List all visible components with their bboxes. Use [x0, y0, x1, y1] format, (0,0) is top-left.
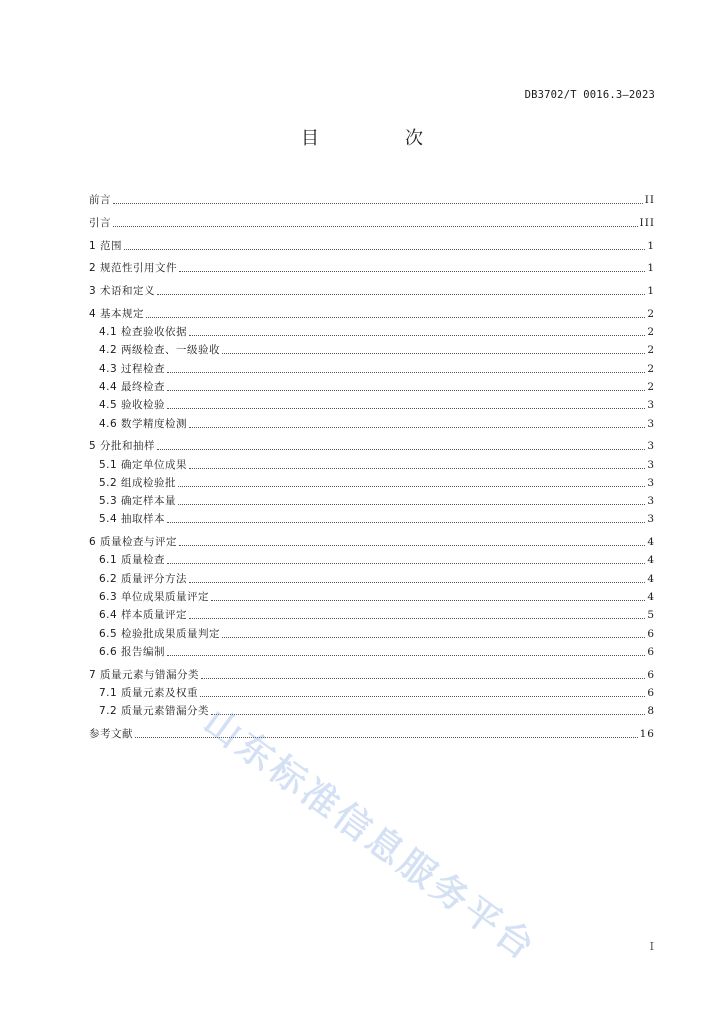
toc-entry-label: 6.4 样本质量评定 [99, 609, 188, 622]
toc-entry-page: 2 [647, 362, 655, 375]
toc-entry-label: 4.1 检查验收依据 [99, 326, 188, 339]
toc-entry[interactable] [89, 490, 655, 508]
toc-dot-leader [189, 334, 645, 336]
toc-entry-page: 2 [647, 380, 655, 393]
toc-dot-leader [167, 562, 645, 564]
toc-dot-leader [167, 389, 645, 391]
toc-entry-label: 5.2 组成检验批 [99, 476, 177, 489]
toc-entry-page: 8 [647, 705, 655, 718]
toc-entry-label: 5 分批和抽样 [89, 440, 156, 453]
toc-entry[interactable] [89, 394, 655, 412]
toc-entry-page: 16 [639, 727, 655, 740]
toc-entry-page: 3 [647, 440, 655, 453]
toc-entry-page: 4 [647, 554, 655, 567]
toc-dot-leader [222, 636, 645, 638]
toc-entry[interactable] [89, 531, 655, 549]
toc-entry-page: 3 [647, 458, 655, 471]
toc-dot-leader [200, 695, 645, 697]
toc-entry[interactable] [89, 723, 655, 741]
toc-entry[interactable] [89, 376, 655, 394]
toc-dot-leader [167, 654, 645, 656]
toc-entry[interactable] [89, 663, 655, 681]
toc-entry[interactable] [89, 549, 655, 567]
toc-dot-leader [189, 617, 645, 619]
toc-dot-leader [167, 371, 645, 373]
toc-entry-label: 7 质量元素与错漏分类 [89, 668, 200, 681]
toc-entry-page: 1 [647, 239, 655, 252]
toc-entry-label: 7.1 质量元素及权重 [99, 686, 199, 699]
toc-dot-leader [167, 407, 645, 409]
toc-entry-page: 4 [647, 590, 655, 603]
toc-entry-page: 6 [647, 645, 655, 658]
toc-dot-leader [179, 270, 645, 272]
page-title: 目 次 [301, 128, 457, 149]
toc-entry-page: 3 [647, 476, 655, 489]
toc-entry[interactable] [89, 339, 655, 357]
toc-dot-leader [211, 599, 645, 601]
toc-entry[interactable] [89, 412, 655, 430]
page-number: I [649, 940, 654, 953]
watermark: 山东标准信息服务平台 [196, 701, 544, 970]
toc-entry-page: 2 [647, 344, 655, 357]
toc-entry-label: 前言 [89, 194, 111, 207]
toc-entry-page: 5 [647, 609, 655, 622]
toc-entry-page: 4 [647, 572, 655, 585]
toc-entry[interactable] [89, 302, 655, 320]
toc-entry-label: 7.2 质量元素错漏分类 [99, 705, 210, 718]
toc-entry[interactable] [89, 435, 655, 453]
toc-entry[interactable] [89, 357, 655, 375]
toc-dot-leader [179, 544, 645, 546]
toc-dot-leader [201, 677, 645, 679]
toc-entry-label: 引言 [89, 216, 111, 229]
toc-entry[interactable] [89, 682, 655, 700]
toc-entry-page: 3 [647, 495, 655, 508]
toc-entry-page: 4 [647, 536, 655, 549]
toc-entry[interactable] [89, 508, 655, 526]
toc-entry-page: III [639, 216, 655, 229]
toc-entry-label: 6.1 质量检查 [99, 554, 166, 567]
toc-entry-page: 2 [647, 326, 655, 339]
toc-dot-leader [178, 503, 645, 505]
toc-entry[interactable] [89, 622, 655, 640]
toc-dot-leader [146, 316, 645, 318]
toc-dot-leader [113, 202, 643, 204]
toc-entry-page: 6 [647, 668, 655, 681]
toc-entry-page: 2 [647, 307, 655, 320]
toc-dot-leader [211, 713, 645, 715]
toc-entry[interactable] [89, 189, 655, 207]
toc-entry-label: 6.3 单位成果质量评定 [99, 590, 210, 603]
toc-entry-label: 4.2 两级检查、一级验收 [99, 344, 221, 357]
toc-entry-label: 5.3 确定样本量 [99, 495, 177, 508]
toc-dot-leader [178, 485, 645, 487]
toc-entry[interactable] [89, 234, 655, 252]
toc-entry-page: 1 [647, 262, 655, 275]
toc-entry-page: 3 [647, 513, 655, 526]
toc-dot-leader [189, 426, 645, 428]
toc-entry-label: 5.4 抽取样本 [99, 513, 166, 526]
toc-entry-label: 3 术语和定义 [89, 285, 156, 298]
toc-dot-leader [124, 248, 645, 250]
toc-entry-label: 4.6 数学精度检测 [99, 417, 188, 430]
toc-dot-leader [157, 448, 645, 450]
toc-entry[interactable] [89, 453, 655, 471]
toc-entry[interactable] [89, 604, 655, 622]
toc-entry-label: 6.2 质量评分方法 [99, 572, 188, 585]
toc-entry[interactable] [89, 212, 655, 230]
toc-entry[interactable] [89, 321, 655, 339]
toc-entry[interactable] [89, 472, 655, 490]
table-of-contents [89, 189, 655, 741]
toc-entry-page: 6 [647, 686, 655, 699]
toc-dot-leader [189, 467, 645, 469]
toc-entry[interactable] [89, 257, 655, 275]
toc-entry-label: 4.3 过程检查 [99, 362, 166, 375]
toc-entry[interactable] [89, 641, 655, 659]
toc-dot-leader [113, 225, 638, 227]
toc-entry[interactable] [89, 700, 655, 718]
toc-entry[interactable] [89, 567, 655, 585]
toc-dot-leader [167, 521, 645, 523]
toc-entry-label: 6.5 检验批成果质量判定 [99, 627, 221, 640]
toc-entry-label: 4.4 最终检查 [99, 380, 166, 393]
toc-dot-leader [222, 352, 645, 354]
toc-entry-label: 2 规范性引用文件 [89, 262, 178, 275]
toc-entry-label: 6.6 报告编制 [99, 645, 166, 658]
toc-entry-label: 4.5 验收检验 [99, 399, 166, 412]
toc-dot-leader [157, 293, 645, 295]
toc-entry-page: 1 [647, 285, 655, 298]
toc-entry-label: 5.1 确定单位成果 [99, 458, 188, 471]
toc-entry-page: 6 [647, 627, 655, 640]
toc-entry[interactable] [89, 586, 655, 604]
toc-entry-page: 3 [647, 399, 655, 412]
document-code: DB3702/T 0016.3—2023 [524, 89, 655, 101]
toc-entry-label: 参考文献 [89, 727, 133, 740]
toc-entry-page: II [644, 194, 655, 207]
toc-entry[interactable] [89, 280, 655, 298]
toc-entry-label: 6 质量检查与评定 [89, 536, 178, 549]
toc-entry-page: 3 [647, 417, 655, 430]
toc-entry-label: 1 范围 [89, 239, 123, 252]
toc-entry-label: 4 基本规定 [89, 307, 145, 320]
toc-dot-leader [189, 581, 645, 583]
